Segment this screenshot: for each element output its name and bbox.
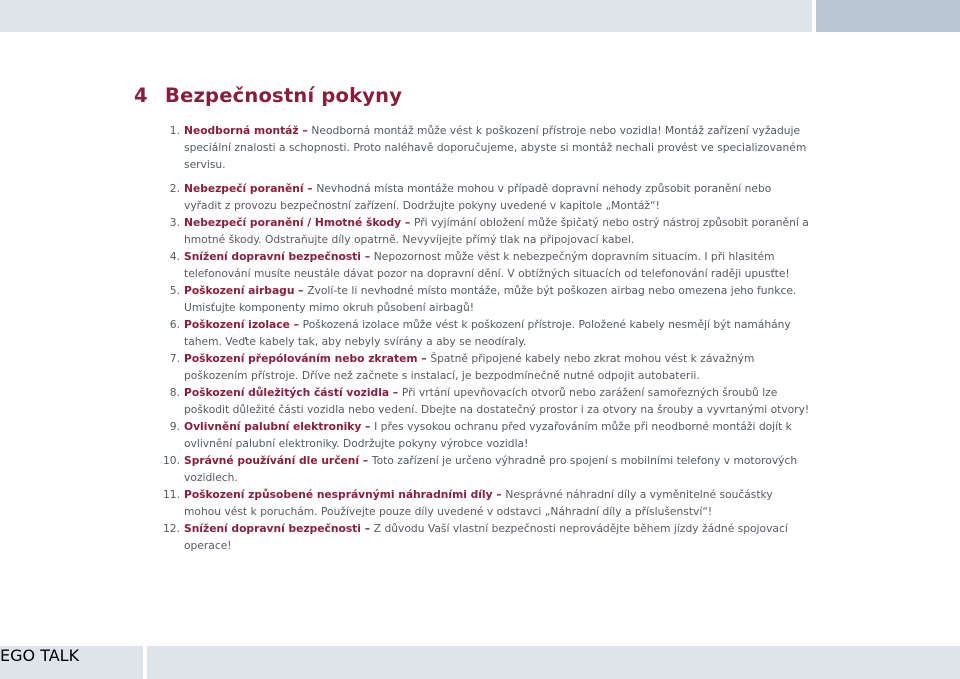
item-text: Zvolí-te li nevhodné místo montáže, může být poškozen airbag nebo omezena jeho funkce. Umisťujte komponenty mimo okruh působení airbagů!	[184, 284, 797, 314]
top-bar-left-band	[0, 0, 812, 32]
section-number: 4	[134, 84, 148, 107]
top-decorative-bar	[0, 0, 960, 32]
item-title: Poškození důležitých částí vozidla	[184, 386, 390, 399]
item-title: Neodborná montáž	[184, 124, 299, 137]
list-item: 4. Snížení dopravní bezpečnosti – Nepozornost může vést k nebezpečným dopravním situacím. I při hlasitém telefonování musíte neustále dávat pozor na dopravní dění. V obtížných situacích od telefonování raději upusťte!	[184, 248, 812, 282]
list-item: 11. Poškození způsobené nesprávnými náhradními díly – Nesprávné náhradní díly a vyměnitelné součástky mohou vést k poruchám. Používejte pouze díly uvedené v odstavci „Náhradní díly a příslušenství“!	[184, 486, 812, 520]
item-number: 8.	[169, 386, 180, 399]
item-text: I přes vysokou ochranu před vyzařováním může při neodborné montáži dojít k ovlivnění palubní elektroniky. Dodržujte pokyny výrobce vozidla!	[184, 420, 792, 450]
item-text: Z důvodu Vaší vlastní bezpečnosti neprovádějte během jízdy žádné spojovací operace!	[184, 522, 788, 552]
item-number: 10.	[163, 454, 180, 467]
item-text: Poškozená izolace může vést k poškození přístroje. Položené kabely nesmějí být namáhány tahem. Veďte kabely tak, aby nebyly svírány a aby se neodíraly.	[184, 318, 791, 348]
list-item: 9. Ovlivnění palubní elektroniky – I přes vysokou ochranu před vyzařováním může při neodborné montáži dojít k ovlivnění palubní elektroniky. Dodržujte pokyny výrobce vozidla!	[184, 418, 812, 452]
footer-brand: EGO TALK	[0, 646, 80, 665]
item-number: 5.	[169, 284, 180, 297]
item-title: Ovlivnění palubní elektroniky	[184, 420, 362, 433]
item-title: Poškození přepólováním nebo zkratem	[184, 352, 418, 365]
item-title: Poškození airbagu	[184, 284, 295, 297]
list-item: 2. Nebezpečí poranění – Nevhodná místa montáže mohou v případě dopravní nehody způsobit poranění nebo vyřadit z provozu bezpečnostní zařízení. Dodržujte pokyny uvedené v kapitole „Montáž“!	[184, 180, 812, 214]
item-number: 3.	[169, 216, 180, 229]
safety-instructions-list	[163, 122, 812, 554]
item-number: 6.	[169, 318, 180, 331]
item-title: Nebezpečí poranění / Hmotné škody	[184, 216, 402, 229]
list-item: 5. Poškození airbagu – Zvolí-te li nevhodné místo montáže, může být poškozen airbag nebo omezena jeho funkce. Umisťujte komponenty mimo okruh působení airbagů!	[184, 282, 812, 316]
item-number: 4.	[169, 250, 180, 263]
list-item: 12. Snížení dopravní bezpečnosti – Z důvodu Vaší vlastní bezpečnosti neprovádějte během jízdy žádné spojovací operace!	[184, 520, 812, 554]
item-number: 2.	[169, 182, 180, 195]
section-title: Bezpečnostní pokyny	[165, 84, 403, 107]
list-item: 3. Nebezpečí poranění / Hmotné škody – Při vyjímání obložení může špičatý nebo ostrý nástroj způsobit poranění a hmotné škody. Odstraňujte díly opatrně. Nevyvíjejte přímý tlak na připojovací kabel.	[184, 214, 812, 248]
item-text: Nesprávné náhradní díly a vyměnitelné součástky mohou vést k poruchám. Používejte pouze díly uvedené v odstavci „Náhradní díly a příslušenství“!	[184, 488, 773, 518]
item-title: Správné používání dle určení	[184, 454, 360, 467]
item-title: Poškození izolace	[184, 318, 290, 331]
item-title: Nebezpečí poranění	[184, 182, 304, 195]
item-number: 1.	[169, 124, 180, 137]
footer-bar	[0, 646, 960, 679]
list-item: 7. Poškození přepólováním nebo zkratem – Špatně připojené kabely nebo zkrat mohou vést k závažným poškozením přístroje. Dříve než začnete s instalací, je bezpodmínečně nutné odpojit autobaterii.	[184, 350, 812, 384]
item-number: 11.	[163, 488, 180, 501]
section-heading	[134, 84, 402, 107]
item-number: 12.	[163, 522, 180, 535]
item-text: Neodborná montáž může vést k poškození přístroje nebo vozidla! Montáž zařízení vyžaduje speciální znalosti a schopnosti. Proto naléhavě doporučujeme, abyste si montáž nechali provést ve specializovaném servisu.	[184, 124, 807, 171]
item-text: Při vyjímání obložení může špičatý nebo ostrý nástroj způsobit poranění a hmotné škody. Odstraňujte díly opatrně. Nevyvíjejte přímý tlak na připojovací kabel.	[184, 216, 809, 246]
item-text: Špatně připojené kabely nebo zkrat mohou vést k závažným poškozením přístroje. Dříve než začnete s instalací, je bezpodmínečně nutné odpojit autobaterii.	[184, 352, 755, 382]
item-title: Snížení dopravní bezpečnosti	[184, 522, 361, 535]
item-number: 7.	[169, 352, 180, 365]
item-text: Při vrtání upevňovacích otvorů nebo zarážení samořezných šroubů lze poškodit důležité části vozidla nebo vedení. Dbejte na dostatečný prostor i za otvory na šrouby a vyvrtanými otvory!	[184, 386, 810, 416]
item-title: Poškození způsobené nesprávnými náhradními díly	[184, 488, 493, 501]
list-item: 10. Správné používání dle určení – Toto zařízení je určeno výhradně pro spojení s mobilními telefony v motorových vozidlech.	[184, 452, 812, 486]
list-item: 1. Neodborná montáž – Neodborná montáž může vést k poškození přístroje nebo vozidla! Montáž zařízení vyžaduje speciální znalosti a schopnosti. Proto naléhavě doporučujeme, abyste si montáž nechali provést ve specializovaném servisu.	[184, 122, 812, 173]
list-item: 6. Poškození izolace – Poškozená izolace může vést k poškození přístroje. Položené kabely nesmějí být namáhány tahem. Veďte kabely tak, aby nebyly svírány a aby se neodíraly.	[184, 316, 812, 350]
list-item: 8. Poškození důležitých částí vozidla – Při vrtání upevňovacích otvorů nebo zarážení samořezných šroubů lze poškodit důležité části vozidla nebo vedení. Dbejte na dostatečný prostor i za otvory na šrouby a vyvrtanými otvory!	[184, 384, 812, 418]
item-text: Nevhodná místa montáže mohou v případě dopravní nehody způsobit poranění nebo vyřadit z provozu bezpečnostní zařízení. Dodržujte pokyny uvedené v kapitole „Montáž“!	[184, 182, 772, 212]
item-title: Snížení dopravní bezpečnosti	[184, 250, 361, 263]
item-text: Nepozornost může vést k nebezpečným dopravním situacím. I při hlasitém telefonování musíte neustále dávat pozor na dopravní dění. V obtížných situacích od telefonování raději upusťte!	[184, 250, 790, 280]
footer-right-band	[147, 646, 960, 679]
item-number: 9.	[169, 420, 180, 433]
top-bar-right-band	[816, 0, 960, 32]
item-text: Toto zařízení je určeno výhradně pro spojení s mobilními telefony v motorových vozidlech.	[184, 454, 798, 484]
